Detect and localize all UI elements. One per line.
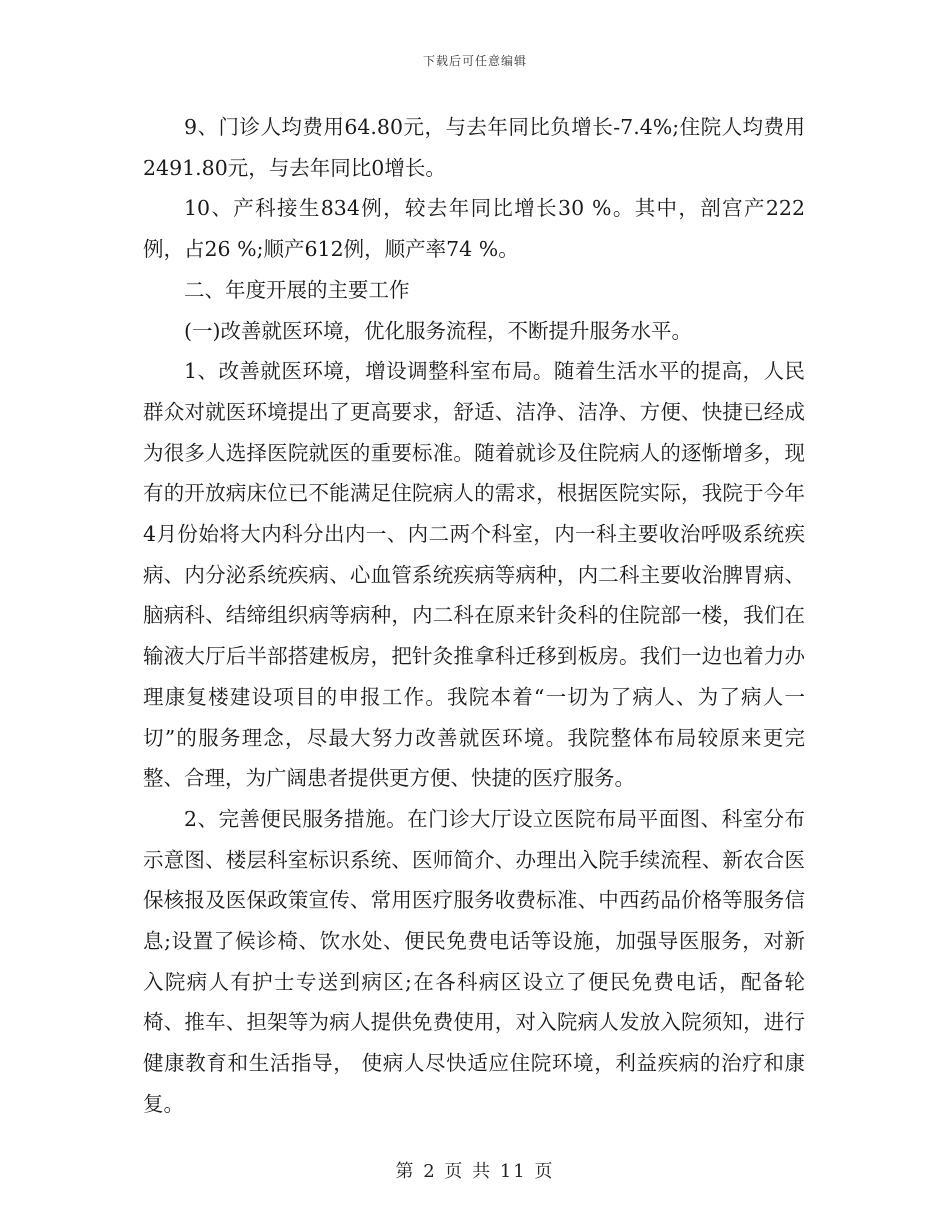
paragraph-environment: 1、改善就医环境，增设调整科室布局。随着生活水平的提高，人民群众对就医环境提出了更高要求，舒适、洁净、洁净、方便、快捷已经成为很多人选择医院就医的重要标准。随着就诊及住院病人的逐惭增多，现有的开放病床位已不能满足住院病人的需求，根据医院实际，我院于今年4月份始将大内科分出内一、内二两个科室，内一科主要收治呼吸系统疾病、内分泌系统疾病、心血管系统疾病等病种，内二科主要收治脾胃病、脑病科、结缔组织病等病种，内二科在原来针灸科的住院部一楼，我们在输液大厅后半部搭建板房，把针灸推拿科迁移到板房。我们一边也着力办理康复楼建设项目的申报工作。我院本着“一切为了病人、为了病人一切”的服务理念，尽最大努力改善就医环境。我院整体布局较原来更完整、合理，为广阔患者提供更方便、快捷的医疗服务。 xyxy=(143,359,805,791)
document-body xyxy=(143,107,805,1125)
paragraph-outpatient-cost: 9、门诊人均费用64.80元，与去年同比负增长-7.4%;住院人均费用2491.80元，与去年同比0增长。 xyxy=(143,115,805,180)
page-header: 下载后可任意编辑 xyxy=(422,54,527,68)
paragraph-obstetrics: 10、产科接生834例，较去年同比增长30 %。其中，剖宫产222例，占26 %;顺产612例，顺产率74 %。 xyxy=(143,196,805,262)
paragraph-convenience-services: 2、完善便民服务措施。在门诊大厅设立医院布局平面图、科室分布示意图、楼层科室标识系统、医师简介、办理出入院手续流程、新农合医保核报及医保政策宣传、常用医疗服务收费标准、中西药品价格等服务信息;设置了候诊椅、饮水处、便民免费电话等设施，加强导医服务，对新入院病人有护士专送到病区;在各科病区设立了便民免费电话，配备轮椅、推车、担架等为病人提供免费使用，对入院病人发放入院须知，进行健康教育和生活指导， 使病人尽快适应住院环境，利益疾病的治疗和康复。 xyxy=(143,806,805,1116)
subsection-heading-environment: (一)改善就医环境，优化服务流程，不断提升服务水平。 xyxy=(184,318,692,343)
page-number-footer: 第 2 页 共 11 页 xyxy=(395,1161,555,1182)
section-heading-main-work: 二、年度开展的主要工作 xyxy=(184,277,410,302)
